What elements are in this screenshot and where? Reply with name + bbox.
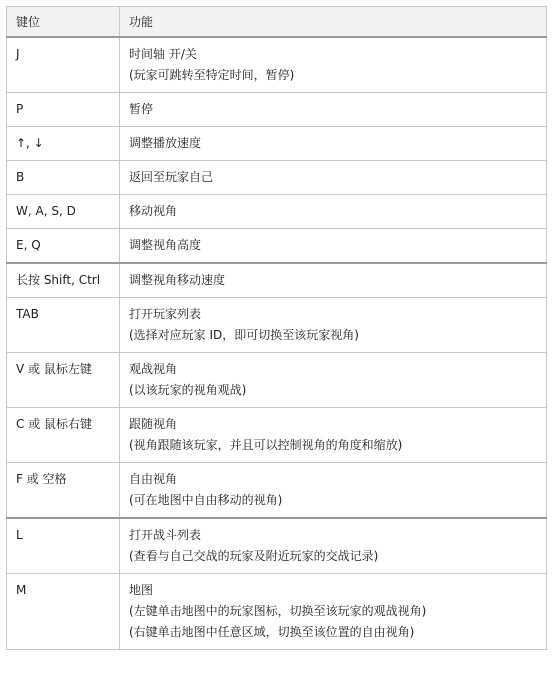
key-cell bbox=[7, 228, 120, 263]
function-label: 调整视角高度 bbox=[129, 237, 202, 252]
table-row bbox=[7, 352, 547, 407]
table-row bbox=[7, 37, 547, 93]
function-label: 返回至玩家自己 bbox=[129, 169, 214, 184]
header-key: 键位 bbox=[7, 7, 120, 37]
function-note: (右键单击地图中任意区域，切换至该位置的自由视角) bbox=[129, 624, 415, 639]
key-label: V 或 鼠标左键 bbox=[16, 361, 92, 376]
function-cell bbox=[120, 263, 547, 298]
key-label: M bbox=[16, 582, 27, 597]
function-cell bbox=[120, 160, 547, 194]
header-function: 功能 bbox=[120, 7, 547, 37]
key-label: W, A, S, D bbox=[16, 203, 76, 218]
table-row bbox=[7, 194, 547, 228]
key-label: 长按 Shift, Ctrl bbox=[16, 272, 101, 287]
table-row bbox=[7, 573, 547, 649]
function-label: 暂停 bbox=[129, 101, 154, 116]
table-header-row bbox=[7, 7, 547, 37]
function-cell bbox=[120, 352, 547, 407]
function-note: (可在地图中自由移动的视角) bbox=[129, 492, 283, 507]
function-label: 调整视角移动速度 bbox=[129, 272, 226, 287]
key-label: F 或 空格 bbox=[16, 471, 67, 486]
key-cell bbox=[7, 573, 120, 649]
function-label: 时间轴 开/关 bbox=[129, 46, 197, 61]
table-row bbox=[7, 297, 547, 352]
function-note: (查看与自己交战的玩家及附近玩家的交战记录) bbox=[129, 548, 379, 563]
table-row bbox=[7, 407, 547, 462]
table-row bbox=[7, 126, 547, 160]
key-cell bbox=[7, 352, 120, 407]
key-label: P bbox=[16, 101, 24, 116]
table-body bbox=[7, 37, 547, 650]
function-cell bbox=[120, 518, 547, 574]
function-label: 打开战斗列表 bbox=[129, 527, 202, 542]
table-row bbox=[7, 518, 547, 574]
key-label: E, Q bbox=[16, 237, 41, 252]
table-row bbox=[7, 263, 547, 298]
key-label: J bbox=[16, 46, 20, 61]
function-label: 调整播放速度 bbox=[129, 135, 202, 150]
function-note: (玩家可跳转至特定时间，暂停) bbox=[129, 67, 295, 82]
keybinding-table-wrapper bbox=[6, 6, 546, 650]
key-cell bbox=[7, 92, 120, 126]
function-cell bbox=[120, 228, 547, 263]
function-label: 观战视角 bbox=[129, 361, 178, 376]
function-cell bbox=[120, 126, 547, 160]
function-note: (选择对应玩家 ID，即可切换至该玩家视角) bbox=[129, 327, 359, 342]
function-cell bbox=[120, 92, 547, 126]
function-cell bbox=[120, 37, 547, 93]
key-cell bbox=[7, 518, 120, 574]
key-cell bbox=[7, 160, 120, 194]
function-cell bbox=[120, 407, 547, 462]
function-cell bbox=[120, 573, 547, 649]
function-label: 移动视角 bbox=[129, 203, 178, 218]
function-cell bbox=[120, 194, 547, 228]
key-label: L bbox=[16, 527, 23, 542]
key-cell bbox=[7, 263, 120, 298]
function-note: (左键单击地图中的玩家图标，切换至该玩家的观战视角) bbox=[129, 603, 427, 618]
table-row bbox=[7, 462, 547, 518]
function-note: (以该玩家的视角观战) bbox=[129, 382, 247, 397]
function-label: 自由视角 bbox=[129, 471, 178, 486]
key-cell bbox=[7, 126, 120, 160]
key-cell bbox=[7, 462, 120, 518]
keybinding-table bbox=[6, 6, 547, 650]
key-cell bbox=[7, 37, 120, 93]
function-note: (视角跟随该玩家，并且可以控制视角的角度和缩放) bbox=[129, 437, 403, 452]
function-label: 打开玩家列表 bbox=[129, 306, 202, 321]
function-cell bbox=[120, 462, 547, 518]
function-label: 地图 bbox=[129, 582, 154, 597]
key-label: ↑, ↓ bbox=[16, 135, 44, 150]
key-cell bbox=[7, 407, 120, 462]
table-row bbox=[7, 92, 547, 126]
key-cell bbox=[7, 297, 120, 352]
key-label: C 或 鼠标右键 bbox=[16, 416, 93, 431]
key-label: TAB bbox=[16, 306, 39, 321]
table-row bbox=[7, 160, 547, 194]
key-label: B bbox=[16, 169, 25, 184]
key-cell bbox=[7, 194, 120, 228]
table-row bbox=[7, 228, 547, 263]
function-cell bbox=[120, 297, 547, 352]
function-label: 跟随视角 bbox=[129, 416, 178, 431]
